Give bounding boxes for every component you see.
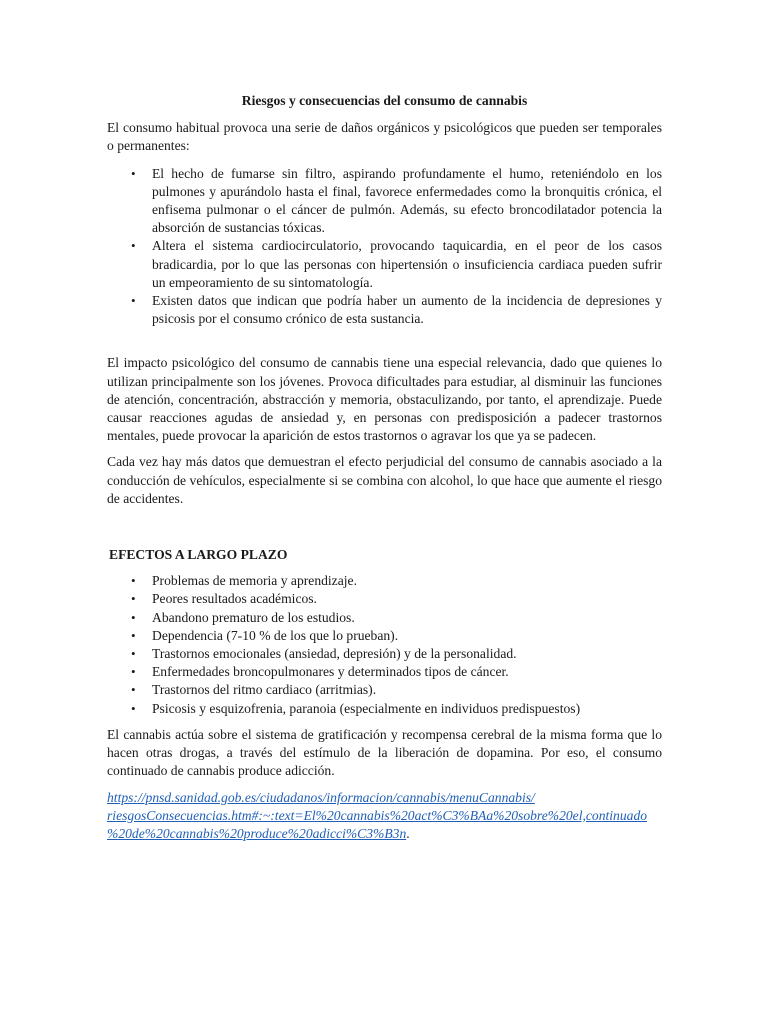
list-item: • Altera el sistema cardiocirculatorio, provocando taquicardia, en el peor de los casos bradicardia, por lo que las personas con hipertensión o insuficiencia cardiaca pueden sufrir un empeoramiento de su sintomatología.	[107, 237, 662, 292]
list-item: • Problemas de memoria y aprendizaje.	[107, 572, 662, 590]
list-item: • El hecho de fumarse sin filtro, aspirando profundamente el humo, reteniéndolo en los pulmones y apurándolo hasta el final, favorece enfermedades como la bronquitis crónica, el enfisema pulmonar o el cáncer de pulmón. Además, su efecto broncodilatador potencia la absorción de sustancias tóxicas.	[107, 165, 662, 238]
list-item: • Trastornos del ritmo cardiaco (arritmias).	[107, 681, 662, 699]
source-link-line-2[interactable]: riesgosConsecuencias.htm#:~:text=El%20cannabis%20act%C3%BAa%20sobre%20el,continuado	[107, 807, 648, 823]
intro-paragraph: El consumo habitual provoca una serie de daños orgánicos y psicológicos que pueden ser temporales o permanentes:	[107, 120, 662, 154]
list-item: • Dependencia (7-10 % de los que lo prueban).	[107, 627, 662, 645]
long-term-effects-heading: EFECTOS A LARGO PLAZO	[109, 547, 288, 563]
document-title: Riesgos y consecuencias del consumo de cannabis	[241, 93, 528, 108]
source-link[interactable]	[107, 789, 662, 844]
addiction-paragraph: El cannabis actúa sobre el sistema de gratificación y recompensa cerebral de la misma forma que lo hacen otras drogas, a través del estímulo de la liberación de dopamina. Por eso, el consumo continuado de cannabis produce adicción.	[107, 726, 662, 779]
source-link-line-3[interactable]: %20de%20cannabis%20produce%20adicci%C3%B3n	[107, 825, 407, 841]
list-item: • Psicosis y esquizofrenia, paranoia (especialmente en individuos predispuestos)	[107, 700, 662, 718]
list-item: • Trastornos emocionales (ansiedad, depresión) y de la personalidad.	[107, 645, 662, 663]
list-item: • Enfermedades broncopulmonares y determinados tipos de cáncer.	[107, 663, 662, 681]
driving-risk-paragraph: Cada vez hay más datos que demuestran el efecto perjudicial del consumo de cannabis asociado a la conducción de vehículos, especialmente si se combina con alcohol, lo que hace que aumente el riesgo de accidentes.	[107, 454, 662, 506]
list-item: • Peores resultados académicos.	[107, 590, 662, 608]
list-item: • Existen datos que indican que podría haber un aumento de la incidencia de depresiones y psicosis por el consumo crónico de esta sustancia.	[107, 292, 662, 328]
long-term-effects-list	[107, 572, 662, 718]
list-item: • Abandono prematuro de los estudios.	[107, 609, 662, 627]
psychological-impact-paragraph: El impacto psicológico del consumo de cannabis tiene una especial relevancia, dado que quienes lo utilizan principalmente son los jóvenes. Provoca dificultades para estudiar, al disminuir las funciones de atención, concentración, abstracción y memoria, obstaculizando, por tanto, el aprendizaje. Puede causar reacciones agudas de ansiedad y, en personas con predisposición a padecer trastornos mentales, puede provocar la aparición de estos trastornos o agravar los que ya se padecen.	[107, 355, 662, 444]
source-link-period: .	[406, 825, 410, 841]
consequences-list	[107, 165, 662, 329]
source-link-line-1[interactable]: https://pnsd.sanidad.gob.es/ciudadanos/informacion/cannabis/menuCannabis/	[107, 789, 535, 805]
